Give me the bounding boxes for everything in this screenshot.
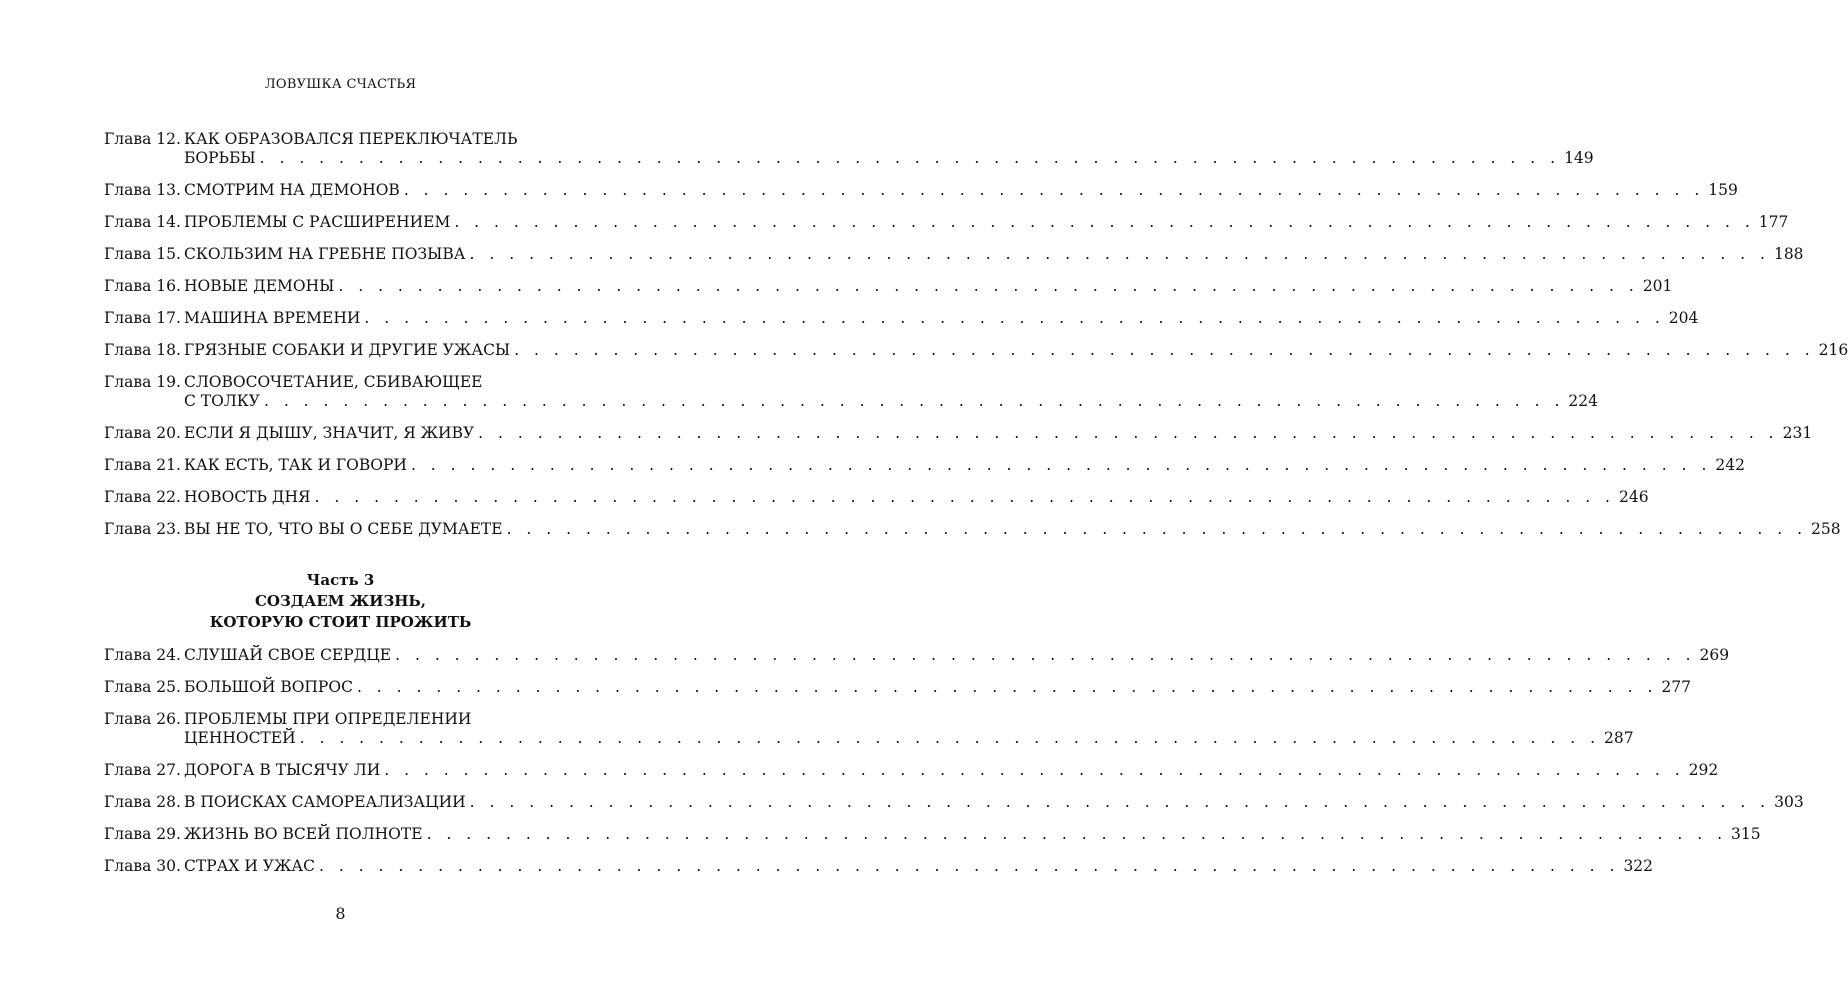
chapter-page-number: 149 bbox=[1564, 149, 1594, 167]
dot-leader: . . . . . . . . . . . . . . . . . . . . . . . . . . . . . . . . . . . . . . . . . . . . . . . . . . . . . . . . . . . . . . . . . . bbox=[364, 309, 1665, 327]
chapter-label: Глава 30. bbox=[104, 857, 181, 875]
chapter-title-continued: С ТОЛКУ bbox=[184, 392, 260, 410]
dot-leader: . . . . . . . . . . . . . . . . . . . . . . . . . . . . . . . . . . . . . . . . . . . . . . . . . . . . . . . . . . . . . . . . . . bbox=[263, 392, 1565, 410]
chapter-title: КАК ЕСТЬ, ТАК И ГОВОРИ bbox=[184, 456, 407, 474]
toc-entry bbox=[104, 793, 1804, 812]
chapter-label: Глава 25. bbox=[104, 678, 181, 696]
chapter-label: Глава 18. bbox=[104, 341, 181, 359]
chapter-page-number: 269 bbox=[1699, 646, 1730, 664]
toc-entry bbox=[104, 761, 1719, 780]
dot-leader: . . . . . . . . . . . . . . . . . . . . . . . . . . . . . . . . . . . . . . . . . . . . . . . . . . . . . . . . . . . . . . . . . . bbox=[314, 488, 1615, 506]
toc-entry bbox=[104, 277, 1673, 296]
dot-leader: . . . . . . . . . . . . . . . . . . . . . . . . . . . . . . . . . . . . . . . . . . . . . . . . . . . . . . . . . . . . . . . . . . bbox=[319, 857, 1620, 875]
toc-entry bbox=[104, 678, 1691, 697]
toc-entry bbox=[104, 424, 1813, 443]
chapter-page-number: 246 bbox=[1618, 488, 1649, 506]
part-title-line-1: СОЗДАЕМ ЖИЗНЬ, bbox=[254, 592, 427, 610]
dot-leader: . . . . . . . . . . . . . . . . . . . . . . . . . . . . . . . . . . . . . . . . . . . . . . . . . . . . . . . . . . . . . . . . . . bbox=[338, 277, 1639, 295]
chapter-page-number: 258 bbox=[1811, 520, 1841, 538]
page-number: 8 bbox=[335, 904, 346, 923]
toc-part-3 bbox=[104, 646, 1804, 889]
chapter-page-number: 287 bbox=[1604, 729, 1634, 747]
toc-entry bbox=[104, 245, 1804, 264]
dot-leader: . . . . . . . . . . . . . . . . . . . . . . . . . . . . . . . . . . . . . . . . . . . . . . . . . . . . . . . . . . . . . . . . . . bbox=[478, 424, 1779, 442]
dot-leader: . . . . . . . . . . . . . . . . . . . . . . . . . . . . . . . . . . . . . . . . . . . . . . . . . . . . . . . . . . . . . . . . . . bbox=[356, 678, 1658, 696]
chapter-page-number: 315 bbox=[1731, 825, 1761, 843]
chapter-label: Глава 29. bbox=[104, 825, 181, 843]
toc-entry bbox=[104, 456, 1745, 475]
chapter-page-number: 216 bbox=[1818, 341, 1848, 359]
chapter-title: ВЫ НЕ ТО, ЧТО ВЫ О СЕБЕ ДУМАЕТЕ bbox=[184, 520, 503, 538]
dot-leader: . . . . . . . . . . . . . . . . . . . . . . . . . . . . . . . . . . . . . . . . . . . . . . . . . . . . . . . . . . . . . . . . . . bbox=[403, 181, 1705, 199]
dot-leader: . . . . . . . . . . . . . . . . . . . . . . . . . . . . . . . . . . . . . . . . . . . . . . . . . . . . . . . . . . . . . . . . . . bbox=[514, 341, 1815, 359]
chapter-page-number: 201 bbox=[1642, 277, 1673, 295]
chapter-page-number: 303 bbox=[1774, 793, 1804, 811]
dot-leader: . . . . . . . . . . . . . . . . . . . . . . . . . . . . . . . . . . . . . . . . . . . . . . . . . . . . . . . . . . . . . . . . . . bbox=[384, 761, 1685, 779]
part-title-line-2: КОТОРУЮ СТОИТ ПРОЖИТЬ bbox=[209, 613, 472, 631]
toc-entry bbox=[104, 646, 1730, 665]
chapter-label: Глава 16. bbox=[104, 277, 181, 295]
toc-entry bbox=[104, 710, 1634, 748]
chapter-label: Глава 21. bbox=[104, 456, 181, 474]
chapter-label: Глава 24. bbox=[104, 646, 181, 664]
chapter-label: Глава 13. bbox=[104, 181, 181, 199]
dot-leader: . . . . . . . . . . . . . . . . . . . . . . . . . . . . . . . . . . . . . . . . . . . . . . . . . . . . . . . . . . . . . . . . . . bbox=[454, 213, 1755, 231]
toc-entry bbox=[104, 520, 1841, 539]
toc-entry bbox=[104, 181, 1738, 200]
dot-leader: . . . . . . . . . . . . . . . . . . . . . . . . . . . . . . . . . . . . . . . . . . . . . . . . . . . . . . . . . . . . . . . . . . bbox=[410, 456, 1712, 474]
chapter-page-number: 277 bbox=[1661, 678, 1691, 696]
chapter-title-continued: БОРЬБЫ bbox=[184, 149, 256, 167]
toc-entry bbox=[104, 488, 1649, 507]
dot-leader: . . . . . . . . . . . . . . . . . . . . . . . . . . . . . . . . . . . . . . . . . . . . . . . . . . . . . . . . . . . . . . . . . . bbox=[426, 825, 1727, 843]
chapter-title: НОВЫЕ ДЕМОНЫ bbox=[184, 277, 335, 295]
chapter-title: СМОТРИМ НА ДЕМОНОВ bbox=[184, 181, 400, 199]
toc-entry bbox=[104, 341, 1848, 360]
chapter-title: ЖИЗНЬ ВО ВСЕЙ ПОЛНОТЕ bbox=[184, 825, 423, 843]
chapter-page-number: 188 bbox=[1773, 245, 1804, 263]
chapter-label: Глава 17. bbox=[104, 309, 181, 327]
dot-leader: . . . . . . . . . . . . . . . . . . . . . . . . . . . . . . . . . . . . . . . . . . . . . . . . . . . . . . . . . . . . . . . . . . bbox=[395, 646, 1696, 664]
chapter-title: ДОРОГА В ТЫСЯЧУ ЛИ bbox=[184, 761, 381, 779]
chapter-title: ПРОБЛЕМЫ ПРИ ОПРЕДЕЛЕНИИ bbox=[184, 710, 472, 728]
chapter-label: Глава 23. bbox=[104, 520, 181, 538]
chapter-title: СЛОВОСОЧЕТАНИЕ, СБИВАЮЩЕЕ bbox=[184, 373, 483, 391]
chapter-label: Глава 14. bbox=[104, 213, 181, 231]
chapter-page-number: 242 bbox=[1715, 456, 1745, 474]
chapter-title: МАШИНА ВРЕМЕНИ bbox=[184, 309, 361, 327]
chapter-label: Глава 27. bbox=[104, 761, 181, 779]
toc-entry bbox=[104, 213, 1789, 232]
dot-leader: . . . . . . . . . . . . . . . . . . . . . . . . . . . . . . . . . . . . . . . . . . . . . . . . . . . . . . . . . . . . . . . . . . bbox=[506, 520, 1808, 538]
chapter-page-number: 177 bbox=[1758, 213, 1789, 231]
toc-entry bbox=[104, 309, 1699, 328]
toc-entry bbox=[104, 130, 1594, 168]
chapter-title: БОЛЬШОЙ ВОПРОС bbox=[184, 678, 353, 696]
dot-leader: . . . . . . . . . . . . . . . . . . . . . . . . . . . . . . . . . . . . . . . . . . . . . . . . . . . . . . . . . . . . . . . . . . bbox=[469, 793, 1771, 811]
chapter-title: ПРОБЛЕМЫ С РАСШИРЕНИЕМ bbox=[184, 213, 451, 231]
chapter-label: Глава 12. bbox=[104, 130, 181, 148]
chapter-page-number: 224 bbox=[1568, 392, 1598, 410]
dot-leader: . . . . . . . . . . . . . . . . . . . . . . . . . . . . . . . . . . . . . . . . . . . . . . . . . . . . . . . . . . . . . . . . . . bbox=[469, 245, 1770, 263]
part-label: Часть 3 bbox=[306, 571, 375, 589]
running-head: ЛОВУШКА СЧАСТЬЯ bbox=[264, 77, 417, 92]
part-heading bbox=[0, 570, 681, 633]
chapter-page-number: 204 bbox=[1668, 309, 1699, 327]
chapter-title: В ПОИСКАХ САМОРЕАЛИЗАЦИИ bbox=[184, 793, 466, 811]
chapter-title: НОВОСТЬ ДНЯ bbox=[184, 488, 311, 506]
chapter-title: СЛУШАЙ СВОЕ СЕРДЦЕ bbox=[184, 646, 392, 664]
toc-entry bbox=[104, 857, 1654, 876]
chapter-label: Глава 20. bbox=[104, 424, 181, 442]
chapter-title: СКОЛЬЗИМ НА ГРЕБНЕ ПОЗЫВА bbox=[184, 245, 466, 263]
chapter-page-number: 231 bbox=[1782, 424, 1813, 442]
dot-leader: . . . . . . . . . . . . . . . . . . . . . . . . . . . . . . . . . . . . . . . . . . . . . . . . . . . . . . . . . . . . . . . . . . bbox=[299, 729, 1601, 747]
chapter-label: Глава 28. bbox=[104, 793, 181, 811]
chapter-label: Глава 26. bbox=[104, 710, 181, 728]
chapter-title-continued: ЦЕННОСТЕЙ bbox=[184, 729, 296, 747]
chapter-label: Глава 22. bbox=[104, 488, 181, 506]
chapter-label: Глава 19. bbox=[104, 373, 181, 391]
chapter-label: Глава 15. bbox=[104, 245, 181, 263]
toc-entry bbox=[104, 825, 1761, 844]
chapter-title: СТРАХ И УЖАС bbox=[184, 857, 315, 875]
chapter-title: ГРЯЗНЫЕ СОБАКИ И ДРУГИЕ УЖАСЫ bbox=[184, 341, 511, 359]
dot-leader: . . . . . . . . . . . . . . . . . . . . . . . . . . . . . . . . . . . . . . . . . . . . . . . . . . . . . . . . . . . . . . . . . . bbox=[259, 149, 1561, 167]
toc-entry bbox=[104, 373, 1598, 411]
chapter-page-number: 292 bbox=[1688, 761, 1719, 779]
chapter-title: КАК ОБРАЗОВАЛСЯ ПЕРЕКЛЮЧАТЕЛЬ bbox=[184, 130, 518, 148]
chapter-title: ЕСЛИ Я ДЫШУ, ЗНАЧИТ, Я ЖИВУ bbox=[184, 424, 475, 442]
chapter-page-number: 159 bbox=[1708, 181, 1738, 199]
chapter-page-number: 322 bbox=[1623, 857, 1654, 875]
toc-part-2 bbox=[104, 130, 1848, 552]
